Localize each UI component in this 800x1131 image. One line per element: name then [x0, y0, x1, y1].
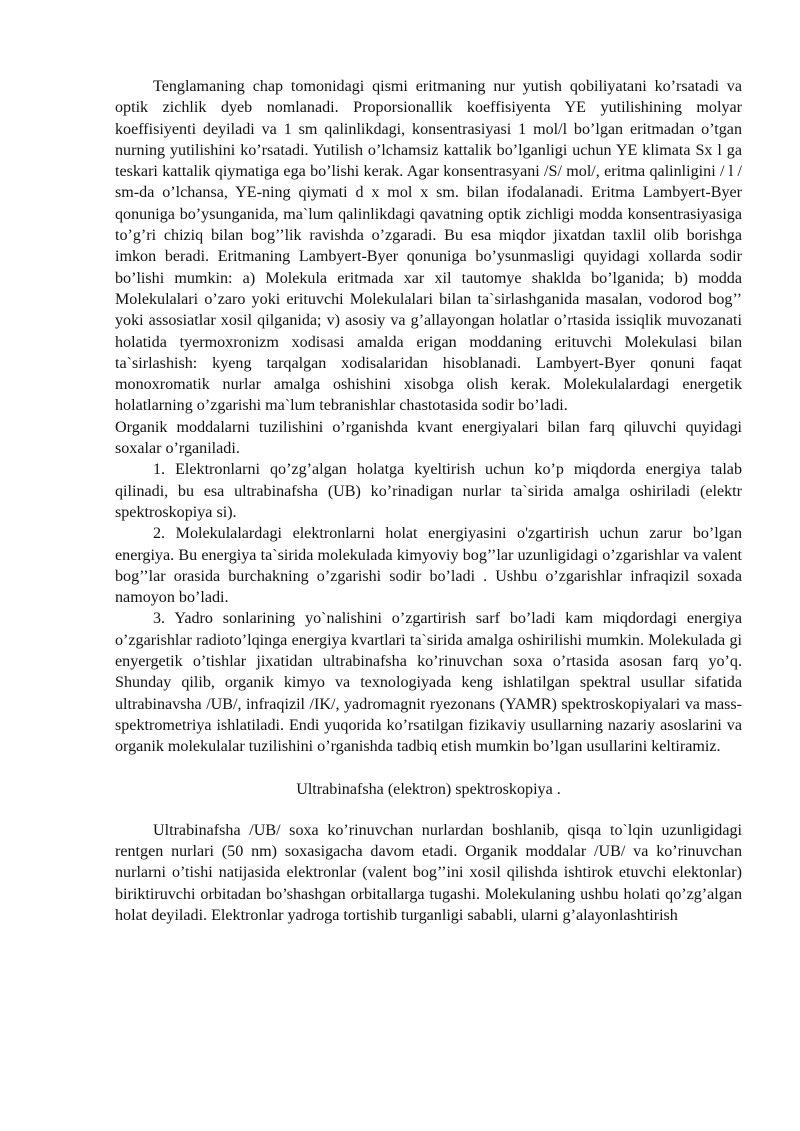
paragraph-uv-region: Ultrabinafsha /UB/ soxa ko’rinuvchan nurlardan boshlanib, qisqa to`lqin uzunligidagi rentgen nurlari (50 nm) soxasigacha davom etadi. Organik moddalar /UB/ va ko’rinuvchan nurlarni o’tishi natijasida elektronlar (valent bog’’ini xosil qilishda ishtirok etuvchi elektonlar) biriktiruvchi orbitadan bo’shashgan orbitallarga tugashi. Molekulaning ushbu holati qo’zg’algan holat deyiladi. Elektronlar yadroga tortishib turganligi sababli, ularni g’alayonlashtirish: [115, 821, 742, 924]
document-page: [115, 76, 742, 926]
paragraph-item-1-electronic: 1. Elektronlarni qo’zg’algan holatga kyeltirish uchun ko’p miqdorda energiya talab qilinadi, bu esa ultrabinafsha (UB) ko’rinadigan nurlar ta`sirida amalga oshiriladi (elektr spektroskopiya si).: [115, 461, 742, 521]
section-heading-uv-spectroscopy: Ultrabinafsha (elektron) spektroskopiya .: [296, 780, 561, 798]
paragraph-item-3-nuclear: 3. Yadro sonlarining yo`nalishini o’zgartirish sarf bo’ladi kam miqdordagi energiya o’zgarishlar radioto’lqinga energiya kvartlari ta`sirida amalga oshirilishi mumkin. Molekulada gi enyergetik o’tishlar jixatidan ultrabinafsha ko’rinuvchan soxa o’rtasida asosan farq yo’q. Shunday qilib, organik kimyo va texnologiyada keng ishlatilgan spektral usullar sifatida ultrabinavsha /UB/, infraqizil /IK/, yadromagnit ryezonans (YAMR) spektroskopiyalari va mass-spektrometriya ishlatiladi. Endi yuqorida ko’rsatilgan fizikaviy usullarning nazariy asoslarini va organik molekulalar tuzilishini o’rganishda tadbiq etish mumkin bo’lgan usullarini keltiramiz.: [115, 610, 742, 756]
paragraph-spectral-regions-intro: Organik moddalarni tuzilishini o’rganishda kvant energiyalari bilan farq qiluvchi quyidagi soxalar o’rganiladi.: [115, 418, 742, 458]
paragraph-optical-density: Tenglamaning chap tomonidagi qismi eritmaning nur yutish qobiliyatani ko’rsatadi va optik zichlik dyeb nomlanadi. Proporsionallik koeffisiyenta YE yutilishining molyar koeffisiyenti deyiladi va 1 sm qalinlikdagi, konsentrasiyasi 1 mol/l bo’lgan eritmadan o’tgan nurning yutilishini ko’rsatadi. Yutilish o’lchamsiz kattalik bo’lganligi uchun YE klimata Sx l ga teskari kattalik qiymatiga ega bo’lishi kerak. Agar konsentrasyani /S/ mol/, eritma qalinligini / l / sm-da o’lchansa, YE-ning qiymati d x mol x sm. bilan ifodalanadi. Eritma Lambyert-Byer qonuniga bo’ysunganida, ma`lum qalinlikdagi qavatning optik zichligi modda konsentrasiyasiga to’g’ri chiziq bilan bog’’lik ravishda o’zgaradi. Bu esa miqdor jixatdan taxlil olib borishga imkon beradi. Eritmaning Lambyert-Byer qonuniga bo’ysunmasligi quyidagi xollarda sodir bo’lishi mumkin: a) Molekula eritmada xar xil tautomye shaklda bo’lganida; b) modda Molekulalari o’zaro yoki erituvchi Molekulalari bilan ta`sirlashganida masalan, vodorod bog’’ yoki assosiatlar xosil qilganida; v) asosiy va g’allayongan holatlar o’rtasida issiqlik muvozanati holatida tyermoxronizm xodisasi amalda erigan moddaning erituvchi Molekulasi bilan ta`sirlashish: kyeng tarqalgan xodisalaridan hisoblanadi. Lambyert-Byer qonuni faqat monoxromatik nurlar amalga oshishini xisobga olish kerak. Molekulalardagi energetik holatlarning o’zgarishi ma`lum tebranishlar chastotasida sodir bo’ladi.: [115, 78, 742, 415]
paragraph-item-2-vibrational: 2. Molekulalardagi elektronlarni holat energiyasini o'zgartirish uchun zarur bo’lgan energiya. Bu energiya ta`sirida molekulada kimyoviy bog’’lar uzunligidagi o’zgarishlar va valent bog’’lar orasida burchakning o’zgarishi sodir bo’ladi . Ushbu o’zgarishlar infraqizil soxada namoyon bo’ladi.: [115, 525, 742, 607]
